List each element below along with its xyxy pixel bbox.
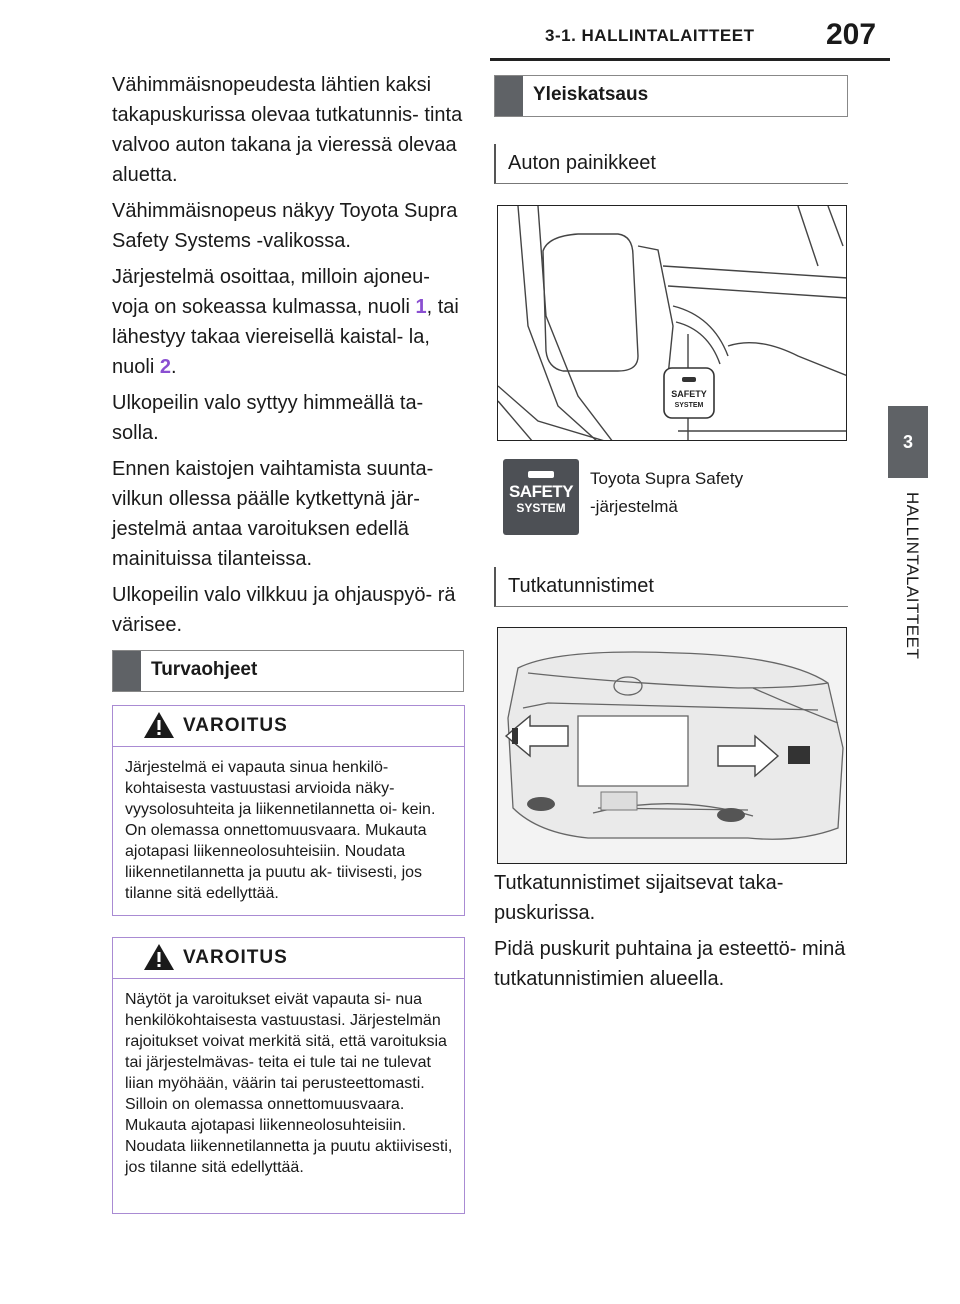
sensor-text-block xyxy=(494,868,854,1000)
warning-box-2 xyxy=(112,937,465,1214)
warning-text: Näytöt ja varoitukset eivät vapauta si- nua henkilökohtaisesta vastuustasi. Järjestelmän rajoitukset voivat merkitä sitä, että varoituksia tai järjestelmävas- teita ei tule tai ne tulevat liian myöhään, väärin tai perusteettomasti. Silloin on olemassa onnettomuusvaara. Mukauta ajotapasi liikenneolosuhteisiin. Noudata liikennetilannetta ja puutu aktiivisesti, jos tilanne sitä edellyttää. xyxy=(125,991,453,1176)
sensors-subsection-title: Tutkatunnistimet xyxy=(508,575,654,597)
caption-line: -järjestelmä xyxy=(590,497,678,516)
paragraph: Vähimmäisnopeudesta lähtien kaksi takapuskurissa olevaa tutkatunnis- tinta valvoo auton takana ja vieressä olevaa aluetta. xyxy=(112,74,463,186)
warning-text: Järjestelmä ei vapauta sinua henkilö- kohtaisesta vastuustasi arvioida näky- vyysolosuhteita ja liikennetilannetta oi- kein. On olemassa onnettomuusvaara. Mukauta ajotapasi liikenneolosuhteisiin. Noudata liikennetilannetta ja puutu ak- tiivisesti, jos tilanne sitä edellyttää. xyxy=(125,759,436,902)
text-fragment: . xyxy=(170,356,177,378)
section-bar xyxy=(113,651,141,691)
chapter-side-label-text: HALLINTALAITTEET xyxy=(903,492,922,660)
buttons-subsection-header xyxy=(494,144,848,184)
paragraph: Tutkatunnistimet sijaitsevat taka- puskurissa. xyxy=(494,872,784,924)
text-fragment: Järjestelmä osoittaa, milloin ajoneu- voja on sokeassa kulmassa, nuoli xyxy=(112,266,430,318)
page-number: 207 xyxy=(826,18,877,51)
warning-header xyxy=(113,706,464,747)
left-column xyxy=(112,70,468,646)
warning-icon xyxy=(143,943,175,971)
paragraph: Ulkopeilin valo syttyy himmeällä ta- solla. xyxy=(112,392,424,444)
text-fragment: , tai lähestyy takaa viereisellä kaistal- la, nuoli xyxy=(112,296,459,378)
svg-text:SAFETY: SAFETY xyxy=(671,389,707,399)
arrow-paragraph xyxy=(112,262,468,382)
warning-box-1 xyxy=(112,705,465,916)
icon-label-system: SYSTEM xyxy=(516,501,566,515)
paragraph: Ennen kaistojen vaihtamista suunta- vilkun ollessa päälle kytkettynä jär- jestelmä antaa varoituksen edellä mainituissa tilanteissa. xyxy=(112,458,434,570)
console-illustration xyxy=(497,205,847,441)
warning-icon xyxy=(143,711,175,739)
overview-section-title: Yleiskatsaus xyxy=(533,84,649,105)
rear-bumper-illustration xyxy=(497,627,847,864)
safety-button-caption xyxy=(590,465,840,521)
sensors-subsection-header xyxy=(494,567,848,607)
chapter-tab: 3 xyxy=(888,406,928,478)
safety-section-header xyxy=(112,650,464,692)
icon-label-safety: SAFETY xyxy=(508,482,574,501)
section-bar xyxy=(495,76,523,116)
warning-title: VAROITUS xyxy=(183,715,288,736)
paragraph: Vähimmäisnopeus näkyy Toyota Supra Safety Systems -valikossa. xyxy=(112,200,458,252)
paragraph: Ulkopeilin valo vilkkuu ja ohjauspyö- rä värisee. xyxy=(112,584,456,636)
bumper-drawing xyxy=(498,628,847,864)
caption-line: Toyota Supra Safety xyxy=(590,469,744,488)
header-rule xyxy=(490,58,890,61)
overview-section-header xyxy=(494,75,848,117)
button-indicator-bar xyxy=(528,471,554,478)
arrow-number-2: 2 xyxy=(159,356,171,378)
safety-section-title: Turvaohjeet xyxy=(151,659,258,680)
warning-header xyxy=(113,938,464,979)
buttons-subsection-title: Auton painikkeet xyxy=(508,152,656,174)
svg-text:SYSTEM: SYSTEM xyxy=(674,402,704,409)
console-drawing xyxy=(498,206,847,441)
arrow-number-1: 1 xyxy=(415,296,427,318)
chapter-side-label xyxy=(892,492,932,712)
safety-system-button-icon xyxy=(503,459,579,535)
header-section-title: 3-1. HALLINTALAITTEET xyxy=(545,26,755,45)
paragraph: Pidä puskurit puhtaina ja esteettö- minä tutkatunnistimien alueella. xyxy=(494,938,846,990)
warning-title: VAROITUS xyxy=(183,947,288,968)
